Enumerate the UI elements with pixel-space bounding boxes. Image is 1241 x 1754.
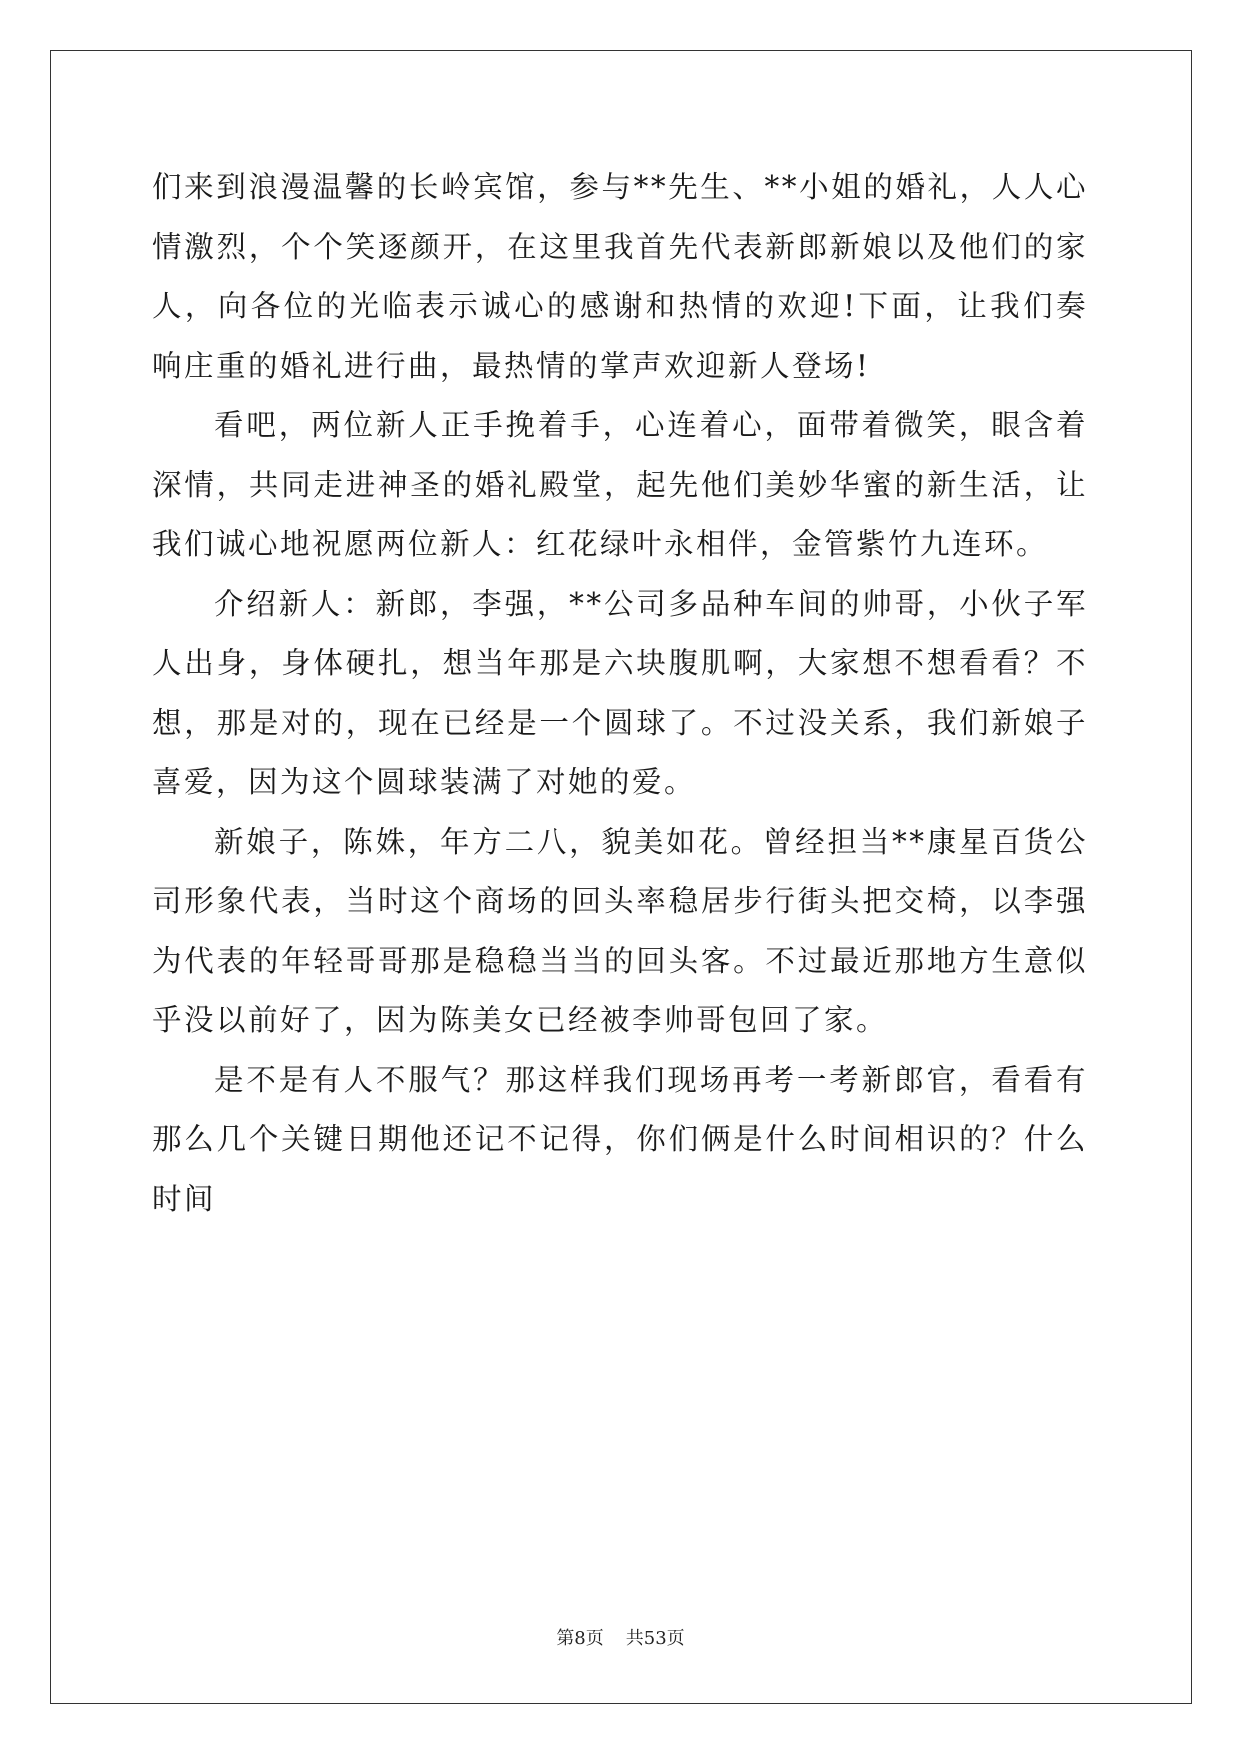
paragraph-1: 们来到浪漫温馨的长岭宾馆，参与**先生、**小姐的婚礼，人人心情激烈，个个笑逐颜开，在这里我首先代表新郎新娘以及他们的家人，向各位的光临表示诚心的感谢和热情的欢迎!下面，让我们奏响庄重的婚礼进行曲，最热情的掌声欢迎新人登场! [152,170,1088,383]
page-footer [0,1627,1241,1651]
paragraph-5: 是不是有人不服气？那这样我们现场再考一考新郎官，看看有那么几个关键日期他还记不记得，你们俩是什么时间相识的？什么时间 [152,1062,1088,1216]
paragraph-4: 新娘子，陈姝，年方二八，貌美如花。曾经担当**康星百货公司形象代表，当时这个商场的回头率稳居步行街头把交椅，以李强为代表的年轻哥哥那是稳稳当当的回头客。不过最近那地方生意似乎没以前好了，因为陈美女已经被李帅哥包回了家。 [152,824,1088,1037]
page-number: 第8页 [556,1628,604,1649]
paragraph-2: 看吧，两位新人正手挽着手，心连着心，面带着微笑，眼含着深情，共同走进神圣的婚礼殿堂，起先他们美妙华蜜的新生活，让我们诚心地祝愿两位新人：红花绿叶永相伴，金管紫竹九连环。 [152,408,1088,561]
document-body [152,158,1088,1229]
paragraph-3: 介绍新人：新郎，李强，**公司多品种车间的帅哥，小伙子军人出身，身体硬扎，想当年那是六块腹肌啊，大家想不想看看？不想，那是对的，现在已经是一个圆球了。不过没关系，我们新娘子喜爱，因为这个圆球装满了对她的爱。 [152,586,1088,799]
page-total: 共53页 [625,1628,685,1649]
